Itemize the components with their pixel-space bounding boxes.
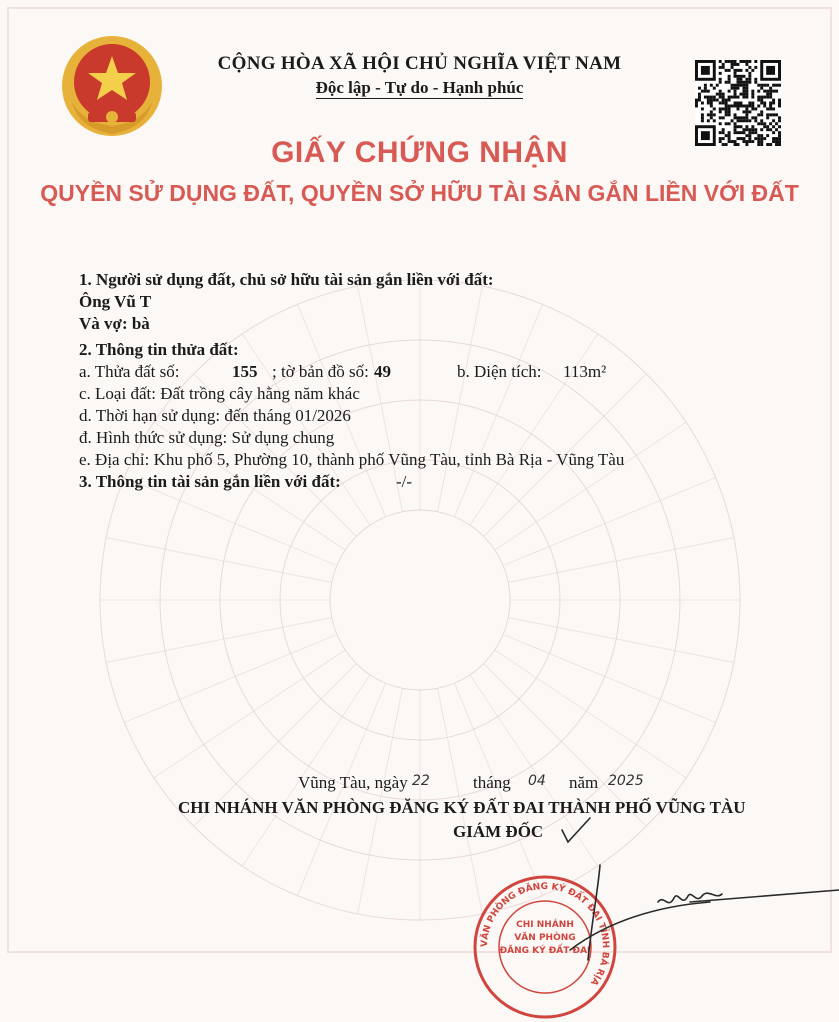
- issuing-office: CHI NHÁNH VĂN PHÒNG ĐĂNG KÝ ĐẤT ĐAI THÀNH PHỐ VŨNG TÀU: [178, 798, 746, 817]
- seal-ring-text: VĂN PHÒNG ĐĂNG KÝ ĐẤT ĐAI TỈNH BÀ RỊA: [479, 881, 611, 987]
- date-year: 2025: [608, 773, 644, 789]
- area-value: 113m²: [563, 362, 607, 381]
- signer-position: GIÁM ĐỐC: [453, 822, 544, 841]
- nation-name: CỘNG HÒA XÃ HỘI CHỦ NGHĨA VIỆT NAM: [217, 53, 622, 74]
- parcel-number: 155: [232, 362, 258, 381]
- map-sheet-label: ; tờ bản đồ số:: [272, 362, 369, 381]
- parcel-address: e. Địa chỉ: Khu phố 5, Phường 10, thành phố Vũng Tàu, tỉnh Bà Rịa - Vũng Tàu: [79, 450, 625, 469]
- date-month: 04: [528, 773, 546, 789]
- parcel-number-label: a. Thửa đất số:: [79, 362, 180, 381]
- date-year-label: năm: [569, 773, 599, 792]
- spouse-name: Và vợ: bà: [79, 314, 150, 333]
- section-1-heading: 1. Người sử dụng đất, chủ sở hữu tài sản gắn liền với đất:: [79, 270, 494, 289]
- area-label: b. Diện tích:: [457, 362, 542, 381]
- seal-line-1: CHI NHÁNH: [516, 920, 574, 930]
- owner-name: Ông Vũ T: [79, 292, 152, 311]
- section-2-heading: 2. Thông tin thửa đất:: [79, 340, 239, 359]
- seal-line-3: ĐĂNG KÝ ĐẤT ĐAI: [499, 946, 591, 956]
- seal-line-2: VĂN PHÒNG: [514, 933, 576, 943]
- director-signature: [540, 810, 839, 960]
- date-month-label: tháng: [473, 773, 511, 792]
- certificate-title: GIẤY CHỨNG NHẬN: [271, 136, 568, 169]
- date-day: 22: [412, 773, 430, 789]
- land-type: c. Loại đất: Đất trồng cây hằng năm khác: [79, 384, 360, 403]
- attached-assets-value: -/-: [396, 472, 413, 491]
- national-motto: Độc lập - Tự do - Hạnh phúc: [315, 78, 524, 97]
- usage-term: d. Thời hạn sử dụng: đến tháng 01/2026: [79, 406, 351, 425]
- place-date-prefix: Vũng Tàu, ngày: [298, 773, 408, 792]
- usage-form: đ. Hình thức sử dụng: Sử dụng chung: [79, 428, 335, 447]
- certificate-subtitle: QUYỀN SỬ DỤNG ĐẤT, QUYỀN SỞ HỮU TÀI SẢN GẮN LIỀN VỚI ĐẤT: [40, 180, 799, 206]
- section-3-heading: 3. Thông tin tài sản gắn liền với đất:: [79, 472, 341, 491]
- map-sheet-number: 49: [374, 362, 391, 381]
